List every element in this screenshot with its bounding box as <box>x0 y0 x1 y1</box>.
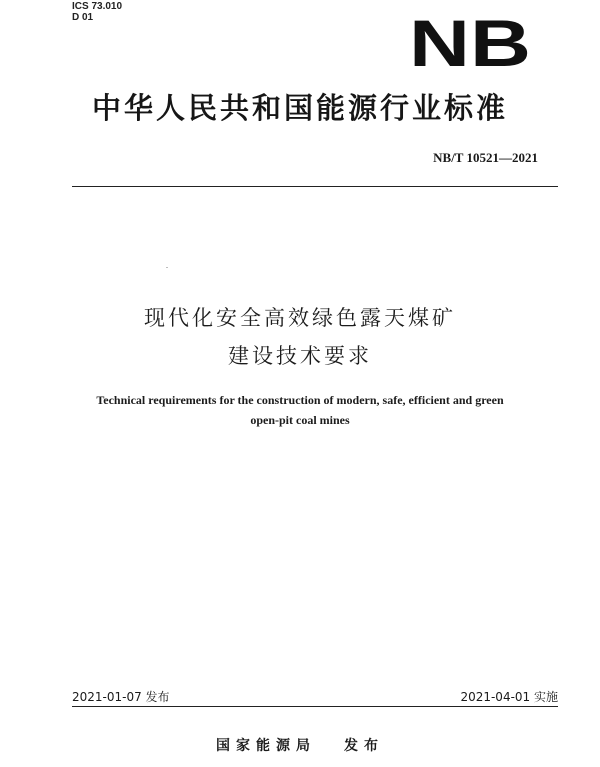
header-divider <box>72 186 558 187</box>
standard-category-title: 中华人民共和国能源行业标准 <box>91 91 508 125</box>
footer-divider <box>72 706 558 707</box>
svg-text:NB: NB <box>409 14 531 68</box>
ics-code: ICS 73.010 <box>72 1 123 12</box>
english-title-line-1: Technical requirements for the construction of modern, safe, efficient and green <box>96 393 504 407</box>
issue-action: 发布 <box>344 738 384 754</box>
english-title-line-2: open-pit coal mines <box>250 413 350 427</box>
chinese-title-line-2: 建设技术要求 <box>228 344 372 368</box>
issuer-line <box>0 735 600 755</box>
chinese-title-line-1: 现代化安全高效绿色露天煤矿 <box>144 306 456 330</box>
standard-number: NB/T 10521—2021 <box>433 150 538 165</box>
issue-date: 2021-01-07 发布 <box>72 690 170 704</box>
implementation-date: 2021-04-01 实施 <box>460 690 558 704</box>
scan-speck <box>166 267 168 268</box>
ccs-code: D 01 <box>72 12 94 23</box>
issuing-authority: 国家能源局 <box>216 738 316 754</box>
nb-logo <box>408 14 532 68</box>
